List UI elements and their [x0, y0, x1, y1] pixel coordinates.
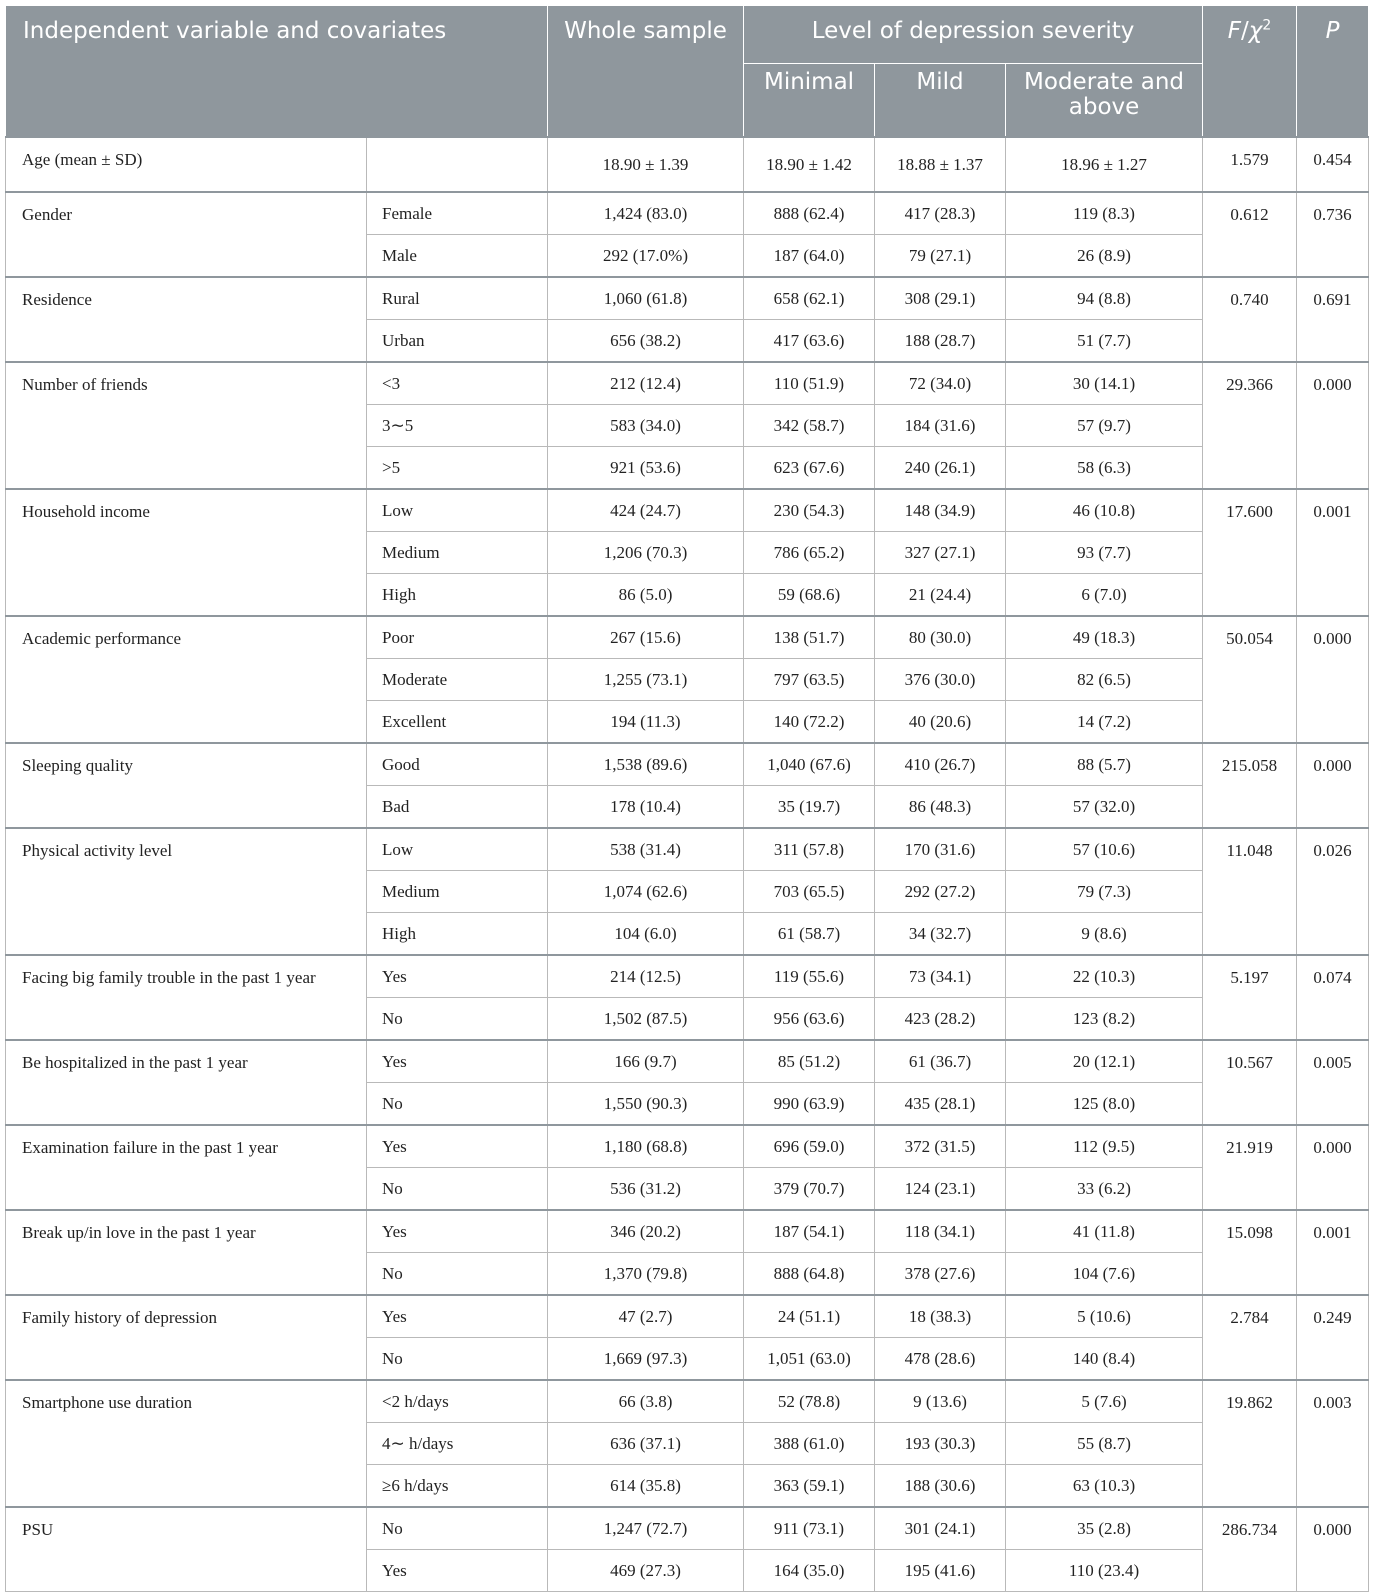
category-cell: High [367, 574, 548, 617]
moderate-cell: 63 (10.3) [1006, 1465, 1203, 1508]
whole-sample-cell: 1,502 (87.5) [548, 998, 744, 1041]
p-value-cell: 0.000 [1297, 616, 1369, 743]
mild-cell: 376 (30.0) [875, 659, 1006, 701]
statistic-cell: 50.054 [1203, 616, 1297, 743]
minimal-cell: 164 (35.0) [744, 1550, 875, 1592]
category-cell: No [367, 998, 548, 1041]
mild-cell: 40 (20.6) [875, 701, 1006, 744]
category-cell: Good [367, 743, 548, 786]
moderate-cell: 6 (7.0) [1006, 574, 1203, 617]
statistic-cell: 29.366 [1203, 362, 1297, 489]
category-cell: Rural [367, 277, 548, 320]
moderate-cell: 14 (7.2) [1006, 701, 1203, 744]
table-row [6, 1507, 1369, 1550]
category-cell: ≥6 h/days [367, 1465, 548, 1508]
moderate-cell: 104 (7.6) [1006, 1253, 1203, 1296]
whole-sample-cell: 267 (15.6) [548, 616, 744, 659]
mild-cell: 79 (27.1) [875, 235, 1006, 278]
minimal-cell: 786 (65.2) [744, 532, 875, 574]
statistic-cell: 215.058 [1203, 743, 1297, 828]
header-depression-level: Level of depression severity [744, 6, 1203, 64]
mild-cell: 72 (34.0) [875, 362, 1006, 405]
mild-cell: 410 (26.7) [875, 743, 1006, 786]
moderate-cell: 57 (9.7) [1006, 405, 1203, 447]
minimal-cell: 311 (57.8) [744, 828, 875, 871]
whole-sample-cell: 166 (9.7) [548, 1040, 744, 1083]
header-variable: Independent variable and covariates [6, 6, 548, 138]
table-row [6, 955, 1369, 998]
mild-cell: 18 (38.3) [875, 1295, 1006, 1338]
minimal-cell: 417 (63.6) [744, 320, 875, 363]
moderate-cell: 9 (8.6) [1006, 913, 1203, 956]
whole-sample-cell: 214 (12.5) [548, 955, 744, 998]
variable-cell: Family history of depression [6, 1295, 367, 1380]
category-cell: Poor [367, 616, 548, 659]
minimal-cell: 623 (67.6) [744, 447, 875, 490]
moderate-cell: 26 (8.9) [1006, 235, 1203, 278]
minimal-cell: 888 (62.4) [744, 192, 875, 235]
minimal-cell: 703 (65.5) [744, 871, 875, 913]
whole-sample-cell: 1,255 (73.1) [548, 659, 744, 701]
mild-cell: 148 (34.9) [875, 489, 1006, 532]
whole-sample-cell: 1,247 (72.7) [548, 1507, 744, 1550]
table-row [6, 1380, 1369, 1423]
whole-sample-cell: 66 (3.8) [548, 1380, 744, 1423]
whole-sample-cell: 1,370 (79.8) [548, 1253, 744, 1296]
header-stat-chi: χ [1248, 18, 1263, 44]
whole-sample-cell: 292 (17.0%) [548, 235, 744, 278]
table-header [6, 6, 1369, 138]
table-row [6, 1040, 1369, 1083]
variable-cell: Household income [6, 489, 367, 616]
minimal-cell: 61 (58.7) [744, 913, 875, 956]
p-value-cell: 0.001 [1297, 1210, 1369, 1295]
statistic-cell: 5.197 [1203, 955, 1297, 1040]
whole-sample-cell: 1,074 (62.6) [548, 871, 744, 913]
table-row [6, 277, 1369, 320]
variable-cell: Facing big family trouble in the past 1 year [6, 955, 367, 1040]
minimal-cell: 696 (59.0) [744, 1125, 875, 1168]
category-cell [367, 137, 548, 192]
mild-cell: 86 (48.3) [875, 786, 1006, 829]
minimal-cell: 110 (51.9) [744, 362, 875, 405]
minimal-cell: 24 (51.1) [744, 1295, 875, 1338]
category-cell: No [367, 1168, 548, 1211]
moderate-cell: 112 (9.5) [1006, 1125, 1203, 1168]
header-whole-sample: Whole sample [548, 6, 744, 138]
variable-cell: Break up/in love in the past 1 year [6, 1210, 367, 1295]
variable-cell: Academic performance [6, 616, 367, 743]
header-moderate: Moderate and above [1006, 64, 1203, 138]
minimal-cell: 18.90 ± 1.42 [744, 137, 875, 192]
moderate-cell: 30 (14.1) [1006, 362, 1203, 405]
category-cell: Urban [367, 320, 548, 363]
statistic-cell: 286.734 [1203, 1507, 1297, 1592]
moderate-cell: 123 (8.2) [1006, 998, 1203, 1041]
header-statistic [1203, 6, 1297, 138]
moderate-cell: 57 (10.6) [1006, 828, 1203, 871]
moderate-cell: 35 (2.8) [1006, 1507, 1203, 1550]
p-value-cell: 0.000 [1297, 362, 1369, 489]
header-p [1297, 6, 1369, 138]
variable-cell: Sleeping quality [6, 743, 367, 828]
whole-sample-cell: 1,550 (90.3) [548, 1083, 744, 1126]
mild-cell: 308 (29.1) [875, 277, 1006, 320]
category-cell: Medium [367, 871, 548, 913]
minimal-cell: 990 (63.9) [744, 1083, 875, 1126]
statistic-cell: 10.567 [1203, 1040, 1297, 1125]
moderate-cell: 5 (10.6) [1006, 1295, 1203, 1338]
p-value-cell: 0.000 [1297, 1507, 1369, 1592]
minimal-cell: 911 (73.1) [744, 1507, 875, 1550]
category-cell: Low [367, 828, 548, 871]
table-row [6, 192, 1369, 235]
p-value-cell: 0.454 [1297, 137, 1369, 192]
statistic-cell: 0.740 [1203, 277, 1297, 362]
p-value-cell: 0.003 [1297, 1380, 1369, 1507]
header-stat-slash: / [1241, 18, 1249, 44]
minimal-cell: 85 (51.2) [744, 1040, 875, 1083]
statistic-cell: 1.579 [1203, 137, 1297, 192]
category-cell: No [367, 1338, 548, 1381]
category-cell: No [367, 1507, 548, 1550]
whole-sample-cell: 194 (11.3) [548, 701, 744, 744]
category-cell: Low [367, 489, 548, 532]
category-cell: <2 h/days [367, 1380, 548, 1423]
table-row [6, 743, 1369, 786]
statistic-cell: 2.784 [1203, 1295, 1297, 1380]
whole-sample-cell: 536 (31.2) [548, 1168, 744, 1211]
category-cell: >5 [367, 447, 548, 490]
header-stat-sup: 2 [1262, 17, 1272, 34]
p-value-cell: 0.691 [1297, 277, 1369, 362]
category-cell: Excellent [367, 701, 548, 744]
category-cell: High [367, 913, 548, 956]
whole-sample-cell: 583 (34.0) [548, 405, 744, 447]
mild-cell: 170 (31.6) [875, 828, 1006, 871]
mild-cell: 124 (23.1) [875, 1168, 1006, 1211]
whole-sample-cell: 18.90 ± 1.39 [548, 137, 744, 192]
header-minimal: Minimal [744, 64, 875, 138]
minimal-cell: 35 (19.7) [744, 786, 875, 829]
variable-cell: PSU [6, 1507, 367, 1592]
minimal-cell: 230 (54.3) [744, 489, 875, 532]
whole-sample-cell: 614 (35.8) [548, 1465, 744, 1508]
statistic-cell: 17.600 [1203, 489, 1297, 616]
minimal-cell: 140 (72.2) [744, 701, 875, 744]
header-p-label: P [1325, 18, 1340, 44]
whole-sample-cell: 86 (5.0) [548, 574, 744, 617]
category-cell: No [367, 1253, 548, 1296]
statistic-cell: 21.919 [1203, 1125, 1297, 1210]
mild-cell: 184 (31.6) [875, 405, 1006, 447]
mild-cell: 435 (28.1) [875, 1083, 1006, 1126]
variable-cell: Examination failure in the past 1 year [6, 1125, 367, 1210]
minimal-cell: 119 (55.6) [744, 955, 875, 998]
category-cell: Medium [367, 532, 548, 574]
minimal-cell: 956 (63.6) [744, 998, 875, 1041]
mild-cell: 301 (24.1) [875, 1507, 1006, 1550]
table-row [6, 137, 1369, 192]
variable-cell: Residence [6, 277, 367, 362]
moderate-cell: 125 (8.0) [1006, 1083, 1203, 1126]
mild-cell: 73 (34.1) [875, 955, 1006, 998]
variable-cell: Smartphone use duration [6, 1380, 367, 1507]
minimal-cell: 797 (63.5) [744, 659, 875, 701]
variable-cell: Number of friends [6, 362, 367, 489]
mild-cell: 378 (27.6) [875, 1253, 1006, 1296]
whole-sample-cell: 104 (6.0) [548, 913, 744, 956]
category-cell: Bad [367, 786, 548, 829]
minimal-cell: 1,051 (63.0) [744, 1338, 875, 1381]
mild-cell: 195 (41.6) [875, 1550, 1006, 1592]
table-row [6, 616, 1369, 659]
table-row [6, 1210, 1369, 1253]
moderate-cell: 93 (7.7) [1006, 532, 1203, 574]
category-cell: Yes [367, 1550, 548, 1592]
depression-table [5, 5, 1369, 1592]
statistic-cell: 19.862 [1203, 1380, 1297, 1507]
category-cell: Moderate [367, 659, 548, 701]
category-cell: Yes [367, 1295, 548, 1338]
header-stat-f: F [1227, 18, 1241, 44]
mild-cell: 34 (32.7) [875, 913, 1006, 956]
mild-cell: 118 (34.1) [875, 1210, 1006, 1253]
category-cell: Yes [367, 1040, 548, 1083]
minimal-cell: 59 (68.6) [744, 574, 875, 617]
p-value-cell: 0.074 [1297, 955, 1369, 1040]
p-value-cell: 0.005 [1297, 1040, 1369, 1125]
mild-cell: 188 (30.6) [875, 1465, 1006, 1508]
category-cell: <3 [367, 362, 548, 405]
p-value-cell: 0.249 [1297, 1295, 1369, 1380]
mild-cell: 372 (31.5) [875, 1125, 1006, 1168]
whole-sample-cell: 1,206 (70.3) [548, 532, 744, 574]
mild-cell: 240 (26.1) [875, 447, 1006, 490]
p-value-cell: 0.736 [1297, 192, 1369, 277]
moderate-cell: 49 (18.3) [1006, 616, 1203, 659]
table-row [6, 1295, 1369, 1338]
moderate-cell: 5 (7.6) [1006, 1380, 1203, 1423]
statistic-cell: 15.098 [1203, 1210, 1297, 1295]
moderate-cell: 18.96 ± 1.27 [1006, 137, 1203, 192]
whole-sample-cell: 178 (10.4) [548, 786, 744, 829]
moderate-cell: 79 (7.3) [1006, 871, 1203, 913]
moderate-cell: 51 (7.7) [1006, 320, 1203, 363]
category-cell: Male [367, 235, 548, 278]
moderate-cell: 55 (8.7) [1006, 1423, 1203, 1465]
moderate-cell: 20 (12.1) [1006, 1040, 1203, 1083]
statistic-cell: 0.612 [1203, 192, 1297, 277]
whole-sample-cell: 1,180 (68.8) [548, 1125, 744, 1168]
minimal-cell: 342 (58.7) [744, 405, 875, 447]
minimal-cell: 379 (70.7) [744, 1168, 875, 1211]
whole-sample-cell: 636 (37.1) [548, 1423, 744, 1465]
moderate-cell: 57 (32.0) [1006, 786, 1203, 829]
whole-sample-cell: 212 (12.4) [548, 362, 744, 405]
minimal-cell: 1,040 (67.6) [744, 743, 875, 786]
mild-cell: 80 (30.0) [875, 616, 1006, 659]
table-row [6, 489, 1369, 532]
category-cell: No [367, 1083, 548, 1126]
variable-cell: Age (mean ± SD) [6, 137, 367, 192]
moderate-cell: 46 (10.8) [1006, 489, 1203, 532]
minimal-cell: 52 (78.8) [744, 1380, 875, 1423]
p-value-cell: 0.000 [1297, 1125, 1369, 1210]
minimal-cell: 187 (64.0) [744, 235, 875, 278]
minimal-cell: 138 (51.7) [744, 616, 875, 659]
whole-sample-cell: 656 (38.2) [548, 320, 744, 363]
moderate-cell: 94 (8.8) [1006, 277, 1203, 320]
minimal-cell: 187 (54.1) [744, 1210, 875, 1253]
header-mild: Mild [875, 64, 1006, 138]
mild-cell: 478 (28.6) [875, 1338, 1006, 1381]
mild-cell: 193 (30.3) [875, 1423, 1006, 1465]
moderate-cell: 82 (6.5) [1006, 659, 1203, 701]
table-row [6, 828, 1369, 871]
mild-cell: 188 (28.7) [875, 320, 1006, 363]
moderate-cell: 110 (23.4) [1006, 1550, 1203, 1592]
mild-cell: 9 (13.6) [875, 1380, 1006, 1423]
category-cell: Yes [367, 1210, 548, 1253]
whole-sample-cell: 538 (31.4) [548, 828, 744, 871]
moderate-cell: 41 (11.8) [1006, 1210, 1203, 1253]
minimal-cell: 388 (61.0) [744, 1423, 875, 1465]
p-value-cell: 0.026 [1297, 828, 1369, 955]
whole-sample-cell: 1,669 (97.3) [548, 1338, 744, 1381]
moderate-cell: 33 (6.2) [1006, 1168, 1203, 1211]
variable-cell: Physical activity level [6, 828, 367, 955]
whole-sample-cell: 346 (20.2) [548, 1210, 744, 1253]
category-cell: Yes [367, 955, 548, 998]
category-cell: Female [367, 192, 548, 235]
statistic-cell: 11.048 [1203, 828, 1297, 955]
mild-cell: 423 (28.2) [875, 998, 1006, 1041]
category-cell: Yes [367, 1125, 548, 1168]
p-value-cell: 0.000 [1297, 743, 1369, 828]
mild-cell: 61 (36.7) [875, 1040, 1006, 1083]
p-value-cell: 0.001 [1297, 489, 1369, 616]
category-cell: 4∼ h/days [367, 1423, 548, 1465]
moderate-cell: 22 (10.3) [1006, 955, 1203, 998]
moderate-cell: 58 (6.3) [1006, 447, 1203, 490]
whole-sample-cell: 1,060 (61.8) [548, 277, 744, 320]
table-row [6, 362, 1369, 405]
moderate-cell: 119 (8.3) [1006, 192, 1203, 235]
variable-cell: Gender [6, 192, 367, 277]
mild-cell: 292 (27.2) [875, 871, 1006, 913]
category-cell: 3∼5 [367, 405, 548, 447]
minimal-cell: 658 (62.1) [744, 277, 875, 320]
whole-sample-cell: 1,424 (83.0) [548, 192, 744, 235]
moderate-cell: 88 (5.7) [1006, 743, 1203, 786]
mild-cell: 21 (24.4) [875, 574, 1006, 617]
whole-sample-cell: 921 (53.6) [548, 447, 744, 490]
mild-cell: 417 (28.3) [875, 192, 1006, 235]
variable-cell: Be hospitalized in the past 1 year [6, 1040, 367, 1125]
whole-sample-cell: 1,538 (89.6) [548, 743, 744, 786]
mild-cell: 327 (27.1) [875, 532, 1006, 574]
table-row [6, 1125, 1369, 1168]
mild-cell: 18.88 ± 1.37 [875, 137, 1006, 192]
minimal-cell: 363 (59.1) [744, 1465, 875, 1508]
whole-sample-cell: 424 (24.7) [548, 489, 744, 532]
moderate-cell: 140 (8.4) [1006, 1338, 1203, 1381]
whole-sample-cell: 469 (27.3) [548, 1550, 744, 1592]
whole-sample-cell: 47 (2.7) [548, 1295, 744, 1338]
table-body [6, 137, 1369, 1592]
minimal-cell: 888 (64.8) [744, 1253, 875, 1296]
